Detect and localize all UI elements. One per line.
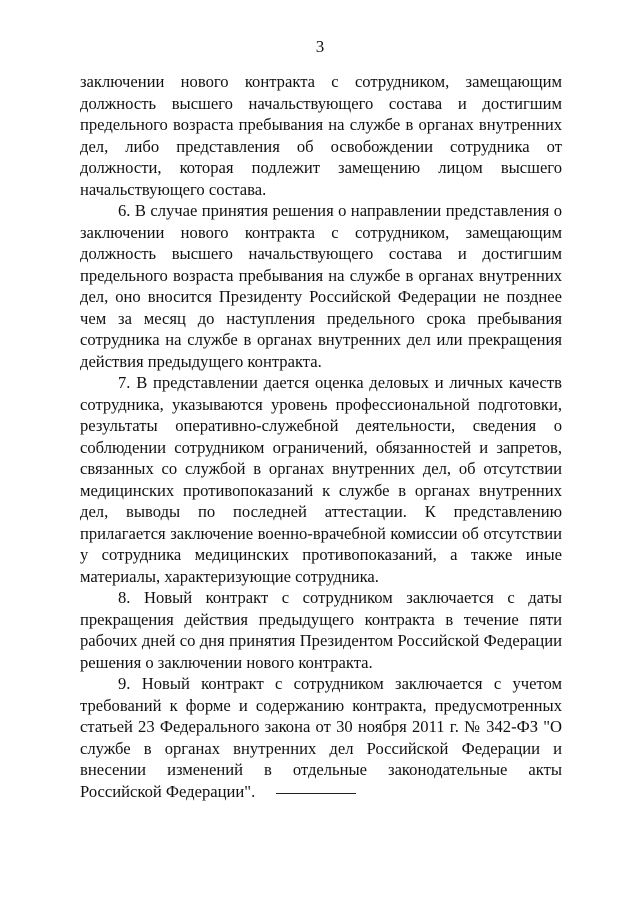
end-of-document-rule <box>276 793 356 794</box>
paragraph-7: 7. В представлении дается оценка деловых и личных качеств сотрудника, указываются уровень профессиональной подготовки, результаты оперативно-служебной деятельности, сведения о соблюдении сотрудником ограничений, обязанностей и запретов, связанных со службой в органах внутренних дел, об отсутствии медицинских противопоказаний к службе в органах внутренних дел, выводы по последней аттестации. К представлению прилагается заключение военно-врачебной комиссии об отсутствии у сотрудника медицинских противопоказаний, а также иные материалы, характеризующие сотрудника. <box>80 373 562 586</box>
paragraph-8: 8. Новый контракт с сотрудником заключается с даты прекращения действия предыдущего контракта в течение пяти рабочих дней со дня принятия Президентом Российской Федерации решения о заключении нового контракта. <box>80 588 562 672</box>
document-body <box>80 71 562 802</box>
paragraph-6: 6. В случае принятия решения о направлении представления о заключении нового контракта с сотрудником, замещающим должность высшего начальствующего состава и достигшим предельного возраста пребывания на службе в органах внутренних дел, оно вносится Президенту Российской Федерации не позднее чем за месяц до наступления предельного срока пребывания сотрудника на службе в органах внутренних дел или прекращения действия предыдущего контракта. <box>80 201 562 371</box>
page-number: 3 <box>315 37 325 56</box>
paragraph-continuation: заключении нового контракта с сотрудником, замещающим должность высшего начальствующего состава и достигшим предельного возраста пребывания на службе в органах внутренних дел, либо представления об освобождении сотрудника от должности, которая подлежит замещению лицом высшего начальствующего состава. <box>80 72 562 199</box>
paragraph-9: 9. Новый контракт с сотрудником заключается с учетом требований к форме и содержанию контракта, предусмотренных статьей 23 Федерального закона от 30 ноября 2011 г. № 342-ФЗ "О службе в органах внутренних дел Российской Федерации и внесении изменений в отдельные законодательные акты Российской Федерации". <box>80 674 562 801</box>
